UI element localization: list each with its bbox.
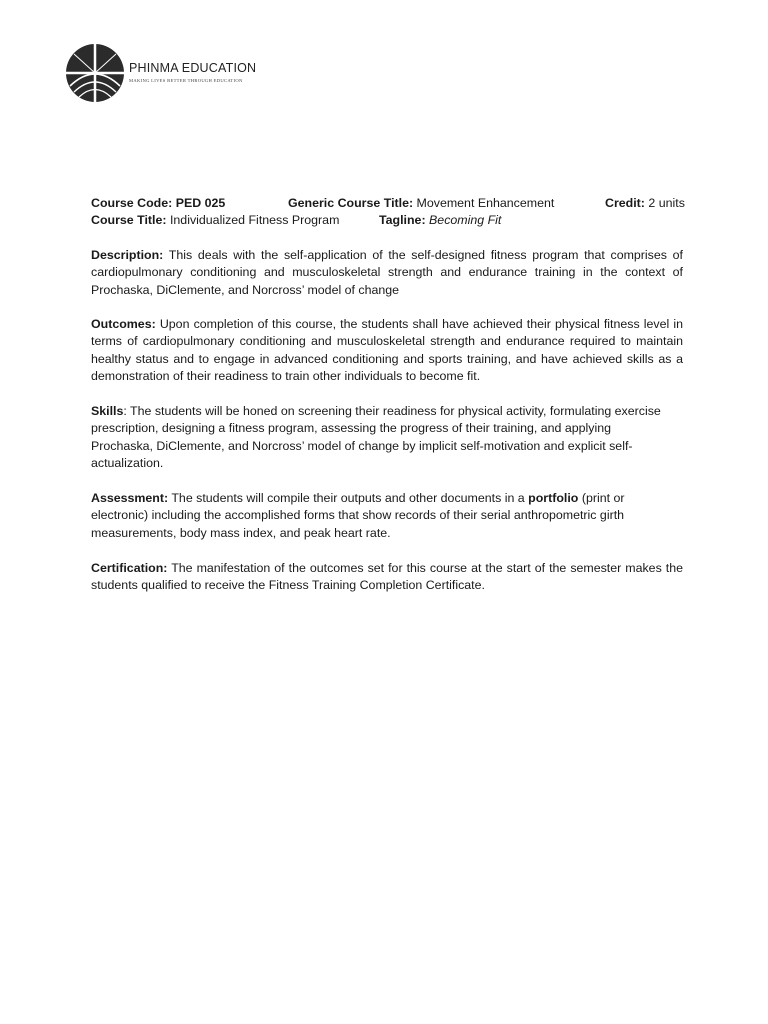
certification-label: Certification: (91, 561, 168, 575)
certification-paragraph (91, 560, 683, 595)
course-code-value: PED 025 (175, 196, 226, 210)
tagline-label: Tagline: (379, 213, 426, 227)
outcomes-text: Upon completion of this course, the students shall have achieved their physical fitness level in terms of cardiopulmonary conditioning and musculoskeletal strength and endurance required to maintain healthy status and to engage in advanced conditioning and sports training, and have achieved skills as a demonstration of their readiness to train other individuals to become fit. (91, 317, 683, 384)
credit-label: Credit: (605, 196, 645, 210)
course-title-value: Individualized Fitness Program (169, 213, 340, 227)
outcomes-paragraph (91, 316, 683, 386)
brand-name: PHINMA EDUCATION (129, 61, 257, 75)
skills-paragraph (91, 403, 666, 473)
course-title (91, 212, 339, 228)
skills-text: : The students will be honed on screening their readiness for physical activity, formulating exercise prescription, designing a fitness program, assessing the progress of their training, and applying Prochaska, DiClemente, and Norcross’ model of change by implicit self-motivation and explicit self-actualization. (91, 404, 661, 471)
description-paragraph (91, 247, 683, 299)
generic-course-title (288, 195, 554, 211)
phinma-logo (64, 42, 264, 104)
brand-tagline: MAKING LIVES BETTER THROUGH EDUCATION (129, 78, 243, 83)
assessment-label: Assessment: (91, 491, 169, 505)
assessment-paragraph (91, 490, 651, 542)
description-text: This deals with the self-application of the self-designed fitness program that comprises of cardiopulmonary conditioning and musculoskeletal strength and endurance training in the context of Prochaska, DiClemente, and Norcross’ model of change (91, 248, 684, 297)
outcomes-label: Outcomes: (91, 317, 156, 331)
assessment-text-before: The students will compile their outputs and other documents in a (171, 491, 529, 505)
course-title-label: Course Title: (91, 213, 167, 227)
course-header-row-2 (91, 212, 691, 228)
assessment-text-after: (print or electronic) including the accomplished forms that show records of their serial anthropometric girth measurements, body mass index, and peak heart rate. (91, 491, 625, 540)
tagline-value: Becoming Fit (429, 213, 502, 227)
skills-label: Skills (91, 404, 124, 418)
course-code (91, 195, 225, 211)
certification-text: The manifestation of the outcomes set for this course at the start of the semester makes the students qualified to receive the Fitness Training Completion Certificate. (91, 561, 684, 593)
description-label: Description: (91, 248, 164, 262)
course-code-label: Course Code: (91, 196, 173, 210)
course-header-row-1 (91, 195, 691, 211)
credit-value: 2 units (648, 196, 685, 210)
generic-title-value: Movement Enhancement (416, 196, 555, 210)
assessment-portfolio-word: portfolio (528, 491, 579, 505)
phinma-globe-icon (64, 42, 126, 104)
credit (605, 195, 685, 211)
tagline (379, 212, 501, 228)
generic-title-label: Generic Course Title: (288, 196, 414, 210)
